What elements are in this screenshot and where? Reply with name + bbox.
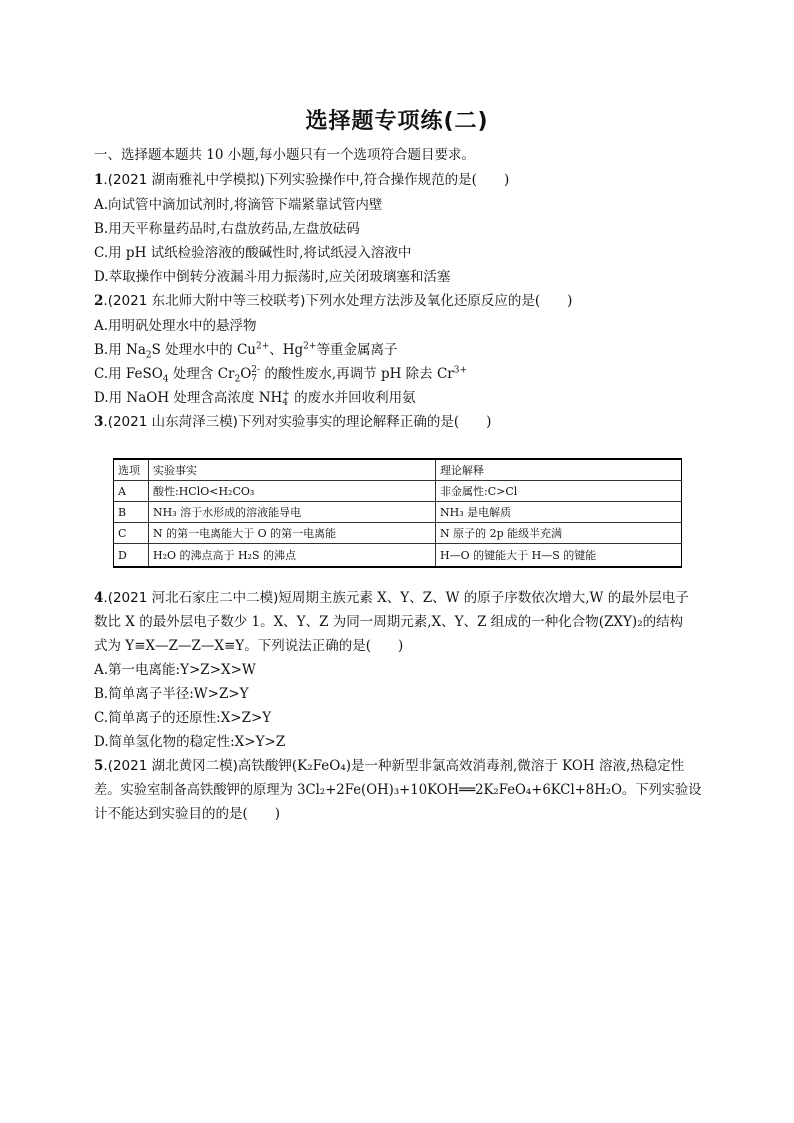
- section-instructions: 一、选择题本题共 10 小题,每小题只有一个选项符合题目要求。: [94, 147, 476, 163]
- q3-table-container: [113, 458, 682, 568]
- q4-stem-line-1: [94, 589, 689, 607]
- q5-source: .(2021 湖北黄冈二模): [103, 758, 238, 774]
- q2-c-charge: 2-: [251, 364, 261, 375]
- table-row: [114, 523, 682, 544]
- q3-text: 下列对实验事实的理论解释正确的是( ): [237, 414, 492, 430]
- page-title: 选择题专项练(二): [305, 109, 489, 134]
- q3-table: [113, 458, 682, 568]
- table-header-cell: 理论解释: [436, 459, 682, 481]
- q2-b-sup-2: 2+: [303, 341, 317, 352]
- q1-option-b: B.用天平称量药品时,右盘放药品,左盘放砝码: [94, 221, 360, 237]
- q3-source: .(2021 山东菏泽三模): [103, 414, 238, 430]
- q4-option-a: A.第一电离能:Y>Z>X>W: [94, 662, 256, 678]
- table-cell: A: [114, 481, 149, 502]
- q5-number: 5: [94, 758, 104, 774]
- q4-option-d: D.简单氢化物的稳定性:X>Y>Z: [94, 734, 286, 750]
- q1-source: .(2021 湖南雅礼中学模拟): [103, 172, 265, 188]
- q2-b-text-2: S 处理水中的 Cu: [151, 342, 256, 358]
- q2-option-d: [94, 389, 416, 408]
- q2-source: .(2021 东北师大附中等三校联考): [103, 293, 306, 309]
- table-cell: C: [114, 523, 149, 544]
- table-cell: H—O 的键能大于 H—S 的键能: [436, 544, 682, 568]
- q5-stem-line-2: 差。实验室制备高铁酸钾的原理为 3Cl₂+2Fe(OH)₃+10KOH══2K₂FeO₄+6KCl+8H₂O。下列实验设: [94, 782, 702, 798]
- q2-text: 下列水处理方法涉及氧化还原反应的是( ): [305, 293, 573, 309]
- q2-c-sup: 3+: [453, 365, 468, 376]
- q2-b-sub: 2: [145, 350, 152, 361]
- q2-option-c: [94, 365, 467, 384]
- q1-option-d: D.萃取操作中倒转分液漏斗用力振荡时,应关闭玻璃塞和活塞: [94, 269, 451, 285]
- q5-stem-line-1: [94, 757, 684, 775]
- table-row: [114, 502, 682, 523]
- q2-d-charge: +: [282, 388, 290, 399]
- table-header-cell: 选项: [114, 459, 149, 481]
- q4-stem-line-2: 数比 X 的最外层电子数少 1。X、Y、Z 为同一周期元素,X、Y、Z 组成的一种化合物(ZXY)₂的结构: [94, 614, 684, 630]
- q4-stem-line-3: 式为 Y≡X—Z—Z—X≡Y。下列说法正确的是( ): [94, 638, 404, 654]
- q4-number: 4: [94, 590, 104, 606]
- q1-text: 下列实验操作中,符合操作规范的是( ): [264, 172, 510, 188]
- q2-c-subscript: 7: [251, 373, 258, 384]
- table-cell: N 的第一电离能大于 O 的第一电离能: [149, 523, 436, 544]
- q2-d-text-1: D.用 NaOH 处理含高浓度 NH: [94, 390, 283, 406]
- q4-text-1: 短周期主族元素 X、Y、Z、W 的原子序数依次增大,W 的最外层电子: [278, 590, 689, 606]
- q2-c-oxygen: O: [240, 366, 252, 382]
- q1-option-a: A.向试管中滴加试剂时,将滴管下端紧靠试管内壁: [94, 197, 383, 213]
- q2-stem: [94, 292, 572, 310]
- table-row: [114, 481, 682, 502]
- q4-source: .(2021 河北石家庄二中二模): [103, 590, 279, 606]
- q2-c-ion-charge: [251, 366, 260, 384]
- table-cell: B: [114, 502, 149, 523]
- table-row: [114, 544, 682, 568]
- q2-option-b: [94, 341, 397, 359]
- table-header-row: [114, 459, 682, 481]
- table-cell: N 原子的 2p 能级半充满: [436, 523, 682, 544]
- table-cell: H₂O 的沸点高于 H₂S 的沸点: [149, 544, 436, 568]
- table-header-cell: 实验事实: [149, 459, 436, 481]
- q2-b-text-3: 、Hg: [269, 342, 304, 358]
- table-cell: 酸性:HClO<H₂CO₃: [149, 481, 436, 502]
- q1-option-c: C.用 pH 试纸检验溶液的酸碱性时,将试纸浸入溶液中: [94, 245, 412, 261]
- q2-c-text-2: 处理含 Cr: [168, 366, 235, 382]
- q4-option-b: B.简单离子半径:W>Z>Y: [94, 686, 249, 702]
- q2-option-a: A.用明矾处理水中的悬浮物: [94, 318, 257, 334]
- q5-stem-line-3: 计不能达到实验目的的是( ): [94, 806, 281, 822]
- q1-stem: [94, 171, 509, 189]
- table-cell: NH₃ 是电解质: [436, 502, 682, 523]
- q2-d-ion-charge: [282, 390, 290, 408]
- q5-text-1: 高铁酸钾(K₂FeO₄)是一种新型非氯高效消毒剂,微溶于 KOH 溶液,热稳定性: [237, 758, 685, 774]
- q2-c-text-1: C.用 FeSO: [94, 366, 163, 382]
- q1-number: 1: [94, 172, 104, 188]
- q2-b-text-1: B.用 Na: [94, 342, 146, 358]
- q4-option-c: C.简单离子的还原性:X>Z>Y: [94, 710, 272, 726]
- q3-number: 3: [94, 414, 104, 430]
- table-cell: 非金属性:C>Cl: [436, 481, 682, 502]
- q2-b-sup-1: 2+: [255, 341, 270, 352]
- q2-c-sub-1: 4: [162, 374, 169, 385]
- q2-b-text-4: 等重金属离子: [316, 342, 398, 358]
- q3-stem: [94, 413, 491, 431]
- table-cell: NH₃ 溶于水形成的溶液能导电: [149, 502, 436, 523]
- table-cell: D: [114, 544, 149, 568]
- q2-d-subscript: 4: [282, 397, 289, 408]
- q2-d-text-2: 的废水并回收利用氨: [289, 390, 416, 406]
- q2-c-text-3: 的酸性废水,再调节 pH 除去 Cr: [260, 366, 454, 382]
- q2-c-sub-2: 2: [234, 374, 241, 385]
- q2-number: 2: [94, 293, 104, 309]
